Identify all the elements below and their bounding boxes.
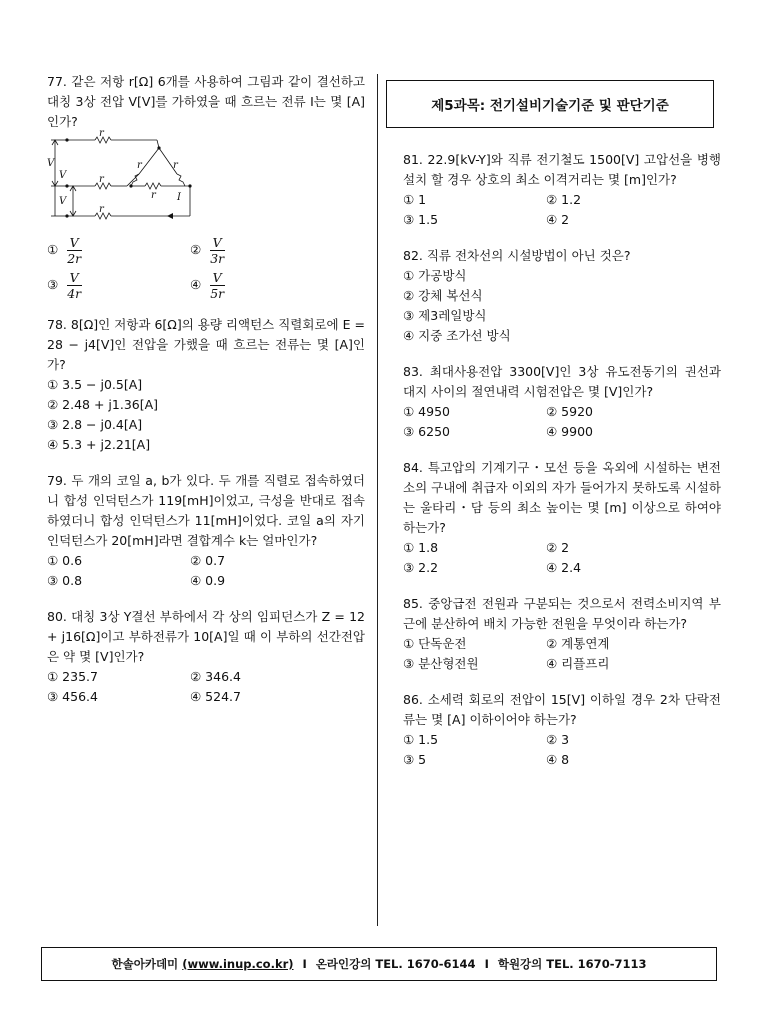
question-84-text: 84. 특고압의 기계기구・모선 등을 옥외에 시설하는 변전소의 구내에 취급자 이외의 자가 들어가지 못하도록 시설하는 울타리・담 등의 최소 높이는 몇 [m] 이상으로 하여야 하는가? <box>403 460 721 535</box>
option-4[interactable]: ④ 2.4 <box>546 560 582 575</box>
option-1[interactable]: ① 4950 <box>403 404 450 419</box>
question-84-options <box>403 538 721 578</box>
option-3[interactable]: ③ 제3레일방식 <box>403 308 487 323</box>
option-3[interactable]: ③ 2.8 − j0.4[A] <box>47 417 143 432</box>
option-4[interactable]: ④ 0.9 <box>190 573 226 588</box>
question-83-options <box>403 402 721 442</box>
option-1[interactable]: ① 1 <box>403 192 427 207</box>
question-77 <box>47 72 365 301</box>
footer-offline-tel: 학원강의 TEL. 1670-7113 <box>497 957 647 971</box>
option-2[interactable]: ② 1.2 <box>546 192 582 207</box>
question-81 <box>403 150 721 230</box>
question-81-options <box>403 190 721 230</box>
option-4[interactable]: ④ $\frac{V}{5r}$ <box>190 270 225 301</box>
option-2[interactable]: ② 2.48 + j1.36[A] <box>47 397 159 412</box>
footer-separator: I <box>302 957 307 971</box>
question-79-text: 79. 두 개의 코일 a, b가 있다. 두 개를 직렬로 접속하였더니 합성 인덕턴스가 119[mH]이었고, 극성을 반대로 접속하였더니 합성 인덕턴스가 11[mH]이었다. 코일 a의 자기 인덕턴스가 20[mH]라면 결합계수 k는 얼마인가? <box>47 473 365 548</box>
option-4[interactable]: ④ 5.3 + j2.21[A] <box>47 437 151 452</box>
option-4[interactable]: ④ 9900 <box>546 424 593 439</box>
option-2[interactable]: ② 346.4 <box>190 669 241 684</box>
option-2[interactable]: ② 계통연계 <box>546 636 610 651</box>
label-r-tri-right: r <box>173 160 178 171</box>
option-1[interactable]: ① $\frac{V}{2r}$ <box>47 235 82 266</box>
option-2[interactable]: ② 강체 복선식 <box>403 288 483 303</box>
option-3[interactable]: ③ $\frac{V}{4r}$ <box>47 270 82 301</box>
question-80 <box>47 607 365 707</box>
question-78-options <box>47 375 365 455</box>
question-86-options <box>403 730 721 770</box>
label-V-2: V <box>59 170 67 181</box>
label-r-top: r <box>99 128 104 139</box>
option-4[interactable]: ④ 524.7 <box>190 689 241 704</box>
option-4[interactable]: ④ 지중 조가선 방식 <box>403 328 511 343</box>
question-78-text: 78. 8[Ω]인 저항과 6[Ω]의 용량 리액턴스 직렬회로에 E = 28 − j4[V]인 전압을 가했을 때 흐르는 전류는 몇 [A]인가? <box>47 317 365 372</box>
option-3[interactable]: ③ 분산형전원 <box>403 656 479 671</box>
option-2[interactable]: ② 3 <box>546 732 570 747</box>
option-1[interactable]: ① 단독운전 <box>403 636 467 651</box>
option-2[interactable]: ② 5920 <box>546 404 593 419</box>
footer-separator: I <box>484 957 489 971</box>
question-85 <box>403 594 721 674</box>
option-3[interactable]: ③ 5 <box>403 752 427 767</box>
footer <box>41 947 717 981</box>
subject-title: 제5과목: 전기설비기술기준 및 판단기준 <box>386 80 714 128</box>
question-79 <box>47 471 365 591</box>
question-84 <box>403 458 721 578</box>
question-85-text: 85. 중앙급전 전원과 구분되는 것으로서 전력소비지역 부근에 분산하여 배치 가능한 전원을 무엇이라 하는가? <box>403 596 721 631</box>
question-78 <box>47 315 365 455</box>
question-82 <box>403 246 721 346</box>
question-86 <box>403 690 721 770</box>
question-79-options <box>47 551 365 591</box>
option-1[interactable]: ① 1.5 <box>403 732 439 747</box>
label-r-tri-left: r <box>137 160 142 171</box>
question-86-text: 86. 소세력 회로의 전압이 15[V] 이하일 경우 2차 단락전류는 몇 [A] 이하이어야 하는가? <box>403 692 721 727</box>
question-81-text: 81. 22.9[kV-Y]와 직류 전기철도 1500[V] 고압선을 병행설치 할 경우 상호의 최소 이격거리는 몇 [m]인가? <box>403 152 721 187</box>
question-82-options <box>403 266 721 346</box>
option-3[interactable]: ③ 0.8 <box>47 573 83 588</box>
label-V-1: V <box>47 158 55 169</box>
option-2[interactable]: ② $\frac{V}{3r}$ <box>190 235 225 266</box>
label-r-tri-bottom: r <box>151 190 156 201</box>
option-3[interactable]: ③ 1.5 <box>403 212 439 227</box>
question-77-text: 77. 같은 저항 r[Ω] 6개를 사용하여 그림과 같이 결선하고 대칭 3상 전압 V[V]를 가하였을 때 흐르는 전류 I는 몇 [A]인가? <box>47 74 365 129</box>
option-1[interactable]: ① 0.6 <box>47 553 83 568</box>
label-r-bottom: r <box>99 204 104 215</box>
right-column <box>403 150 721 786</box>
question-83 <box>403 362 721 442</box>
option-3[interactable]: ③ 6250 <box>403 424 450 439</box>
option-4[interactable]: ④ 리플프리 <box>546 656 610 671</box>
label-r-mid: r <box>99 174 104 185</box>
question-83-text: 83. 최대사용전압 3300[V]인 3상 유도전동기의 권선과 대지 사이의 절연내력 시험전압은 몇 [V]인가? <box>403 364 721 399</box>
option-2[interactable]: ② 2 <box>546 540 570 555</box>
option-1[interactable]: ① 235.7 <box>47 669 98 684</box>
option-4[interactable]: ④ 2 <box>546 212 570 227</box>
question-85-options <box>403 634 721 674</box>
option-1[interactable]: ① 가공방식 <box>403 268 467 283</box>
label-V-3: V <box>59 196 67 207</box>
question-82-text: 82. 직류 전차선의 시설방법이 아닌 것은? <box>403 248 631 263</box>
label-I: I <box>177 192 181 203</box>
option-1[interactable]: ① 3.5 − j0.5[A] <box>47 377 143 392</box>
footer-online-tel: 온라인강의 TEL. 1670-6144 <box>315 957 476 971</box>
question-80-options <box>47 667 365 707</box>
question-80-text: 80. 대칭 3상 Y결선 부하에서 각 상의 임피던스가 Z = 12 + j16[Ω]이고 부하전류가 10[A]일 때 이 부하의 선간전압은 약 몇 [V]인가? <box>47 609 365 664</box>
left-column <box>47 72 365 723</box>
column-divider <box>377 74 378 926</box>
option-4[interactable]: ④ 8 <box>546 752 570 767</box>
option-1[interactable]: ① 1.8 <box>403 540 439 555</box>
option-3[interactable]: ③ 456.4 <box>47 689 98 704</box>
footer-url-link[interactable]: (www.inup.co.kr) <box>182 957 294 971</box>
question-77-options <box>47 235 365 301</box>
footer-academy: 한솔아카데미 <box>111 957 179 971</box>
circuit-diagram <box>47 128 197 224</box>
option-2[interactable]: ② 0.7 <box>190 553 226 568</box>
option-3[interactable]: ③ 2.2 <box>403 560 439 575</box>
